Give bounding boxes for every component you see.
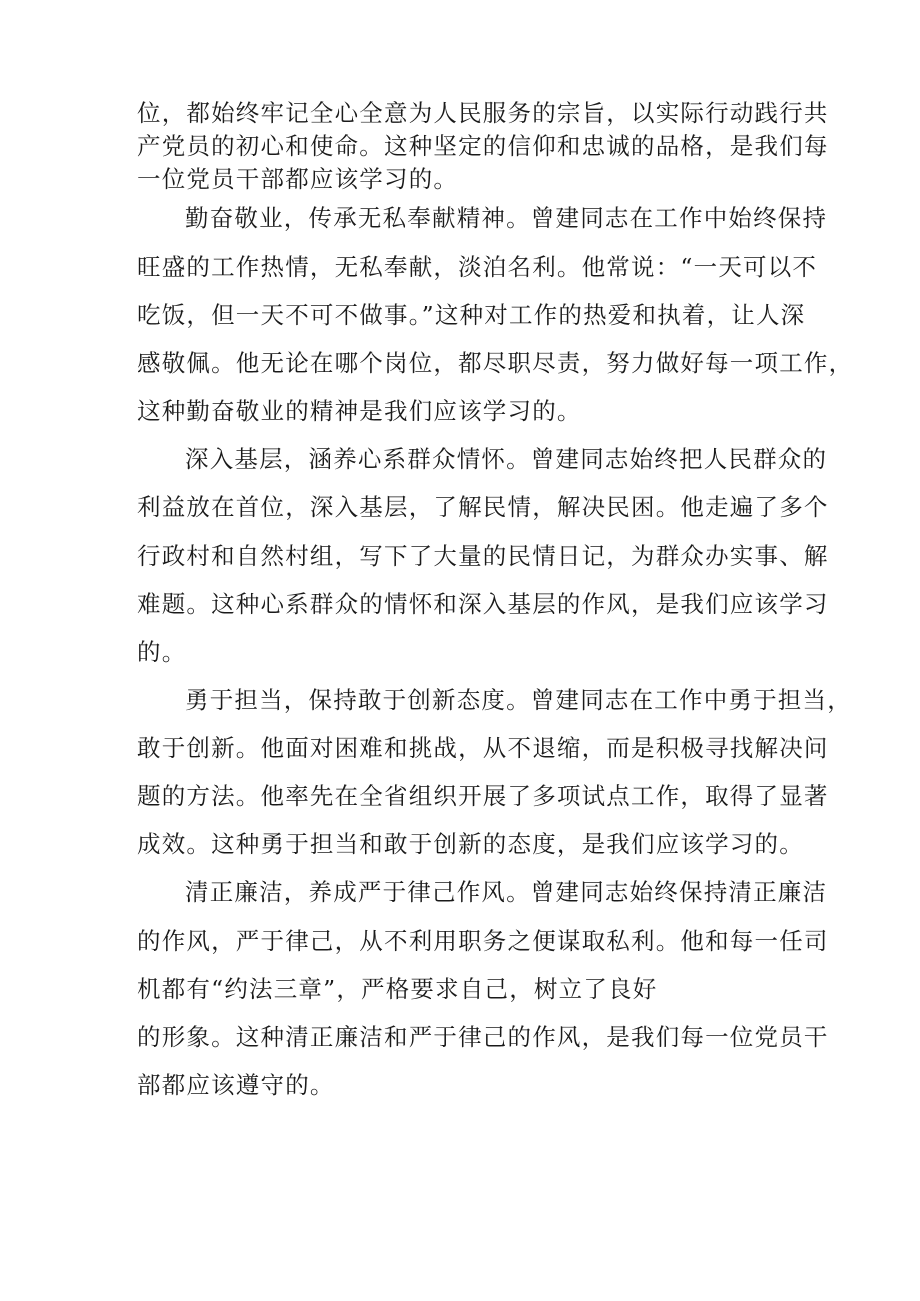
text-line: 行政村和自然村组，写下了大量的民情日记，为群众办实事、解	[137, 542, 829, 570]
paragraph-first-line: 勇于担当，保持敢于创新态度。曾建同志在工作中勇于担当，	[185, 686, 852, 714]
paragraph-first-line: 勤奋敬业，传承无私奉献精神。曾建同志在工作中始终保持	[185, 204, 828, 232]
text-line: 的。	[137, 638, 187, 666]
text-line: 产党员的初心和使命。这种坚定的信仰和忠诚的品格，是我们每	[137, 132, 829, 160]
text-line: 这种勤奋敬业的精神是我们应该学习的。	[137, 397, 582, 425]
text-line: 部都应该遵守的。	[137, 1071, 335, 1099]
text-line: 的作风，严于律己，从不利用职务之便谋取私利。他和每一任司	[137, 927, 829, 955]
paragraph-first-line: 清正廉洁，养成严于律己作风。曾建同志始终保持清正廉洁	[185, 878, 828, 906]
text-line: 题的方法。他率先在全省组织开展了多项试点工作，取得了显著	[137, 782, 829, 810]
paragraph-first-line: 深入基层，涵养心系群众情怀。曾建同志始终把人民群众的	[185, 445, 828, 473]
text-line: 敢于创新。他面对困难和挑战，从不退缩，而是积极寻找解决问	[137, 734, 829, 762]
text-line: 位，都始终牢记全心全意为人民服务的宗旨，以实际行动践行共	[137, 99, 829, 127]
text-line: 的形象。这种清正廉洁和严于律己的作风，是我们每一位党员干	[137, 1023, 829, 1051]
text-line: 一位党员干部都应该学习的。	[137, 165, 459, 193]
text-line: 吃饭，但一天不可不做事。”这种对工作的热爱和执着，让人深	[137, 301, 806, 329]
text-line: 机都有“约法三章”，严格要求自己，树立了良好	[137, 975, 658, 1003]
text-line: 利益放在首位，深入基层，了解民情，解决民困。他走遍了多个	[137, 493, 829, 521]
text-line: 感敬佩。他无论在哪个岗位，都尽职尽责，努力做好每一项工作，	[137, 349, 854, 377]
text-line: 成效。这种勇于担当和敢于创新的态度，是我们应该学习的。	[137, 830, 804, 858]
text-line: 难题。这种心系群众的情怀和深入基层的作风，是我们应该学习	[137, 590, 829, 618]
text-line: 旺盛的工作热情，无私奉献，淡泊名利。他常说：“一天可以不	[137, 253, 818, 281]
